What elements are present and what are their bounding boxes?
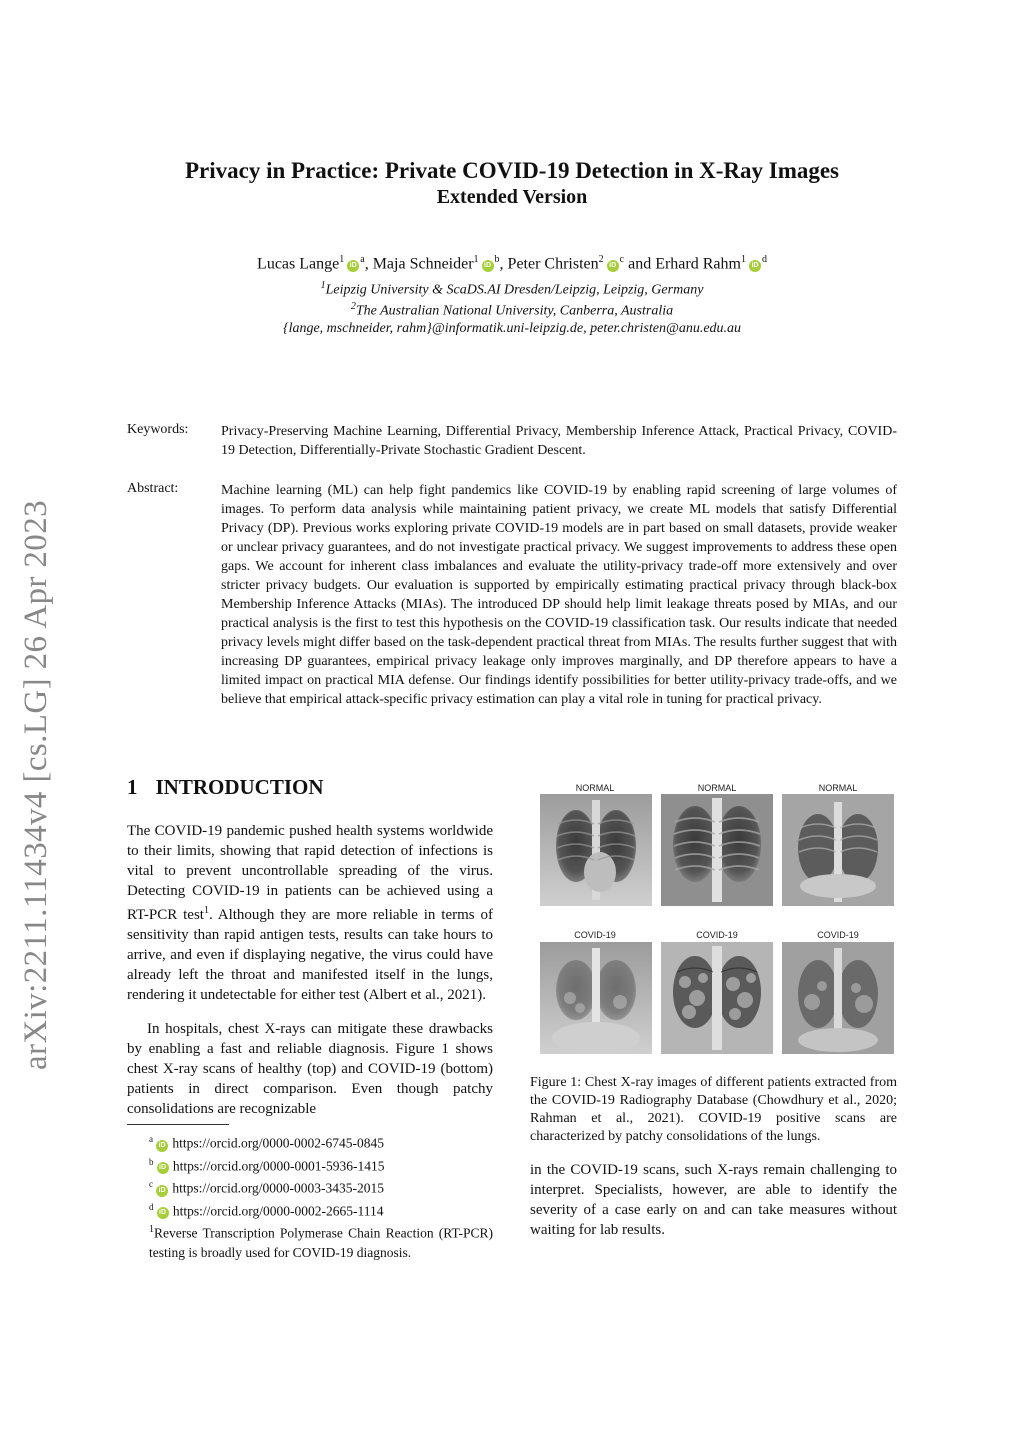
footnotes — [127, 1130, 493, 1262]
orcid-icon[interactable]: iD — [749, 260, 761, 272]
orcid-icon: iD — [156, 1185, 168, 1197]
xray-label-normal: NORMAL — [697, 783, 737, 793]
xray-image-covid — [540, 942, 652, 1054]
orcid-footnote — [127, 1130, 493, 1153]
author-separator: and — [624, 255, 656, 273]
author-name: Erhard Rahm — [655, 255, 741, 273]
figure-xray-grid — [537, 780, 901, 1060]
orcid-link[interactable]: https://orcid.org/0000-0002-2665-1114 — [172, 1203, 384, 1218]
author-separator: , — [499, 255, 508, 273]
intro-paragraph-2: In hospitals, chest X-rays can mitigate these drawbacks by enabling a fast and reliable diagnosis. Figure 1 shows chest X-ray scans of healthy (top) and COVID-19 (bottom) patients in direct comparison. Even though patchy consolidations are recognizable — [127, 1021, 493, 1117]
orcid-marker: b — [494, 254, 500, 265]
xray-image-covid — [782, 942, 894, 1054]
footnote-mark: c — [149, 1179, 153, 1189]
orcid-icon: iD — [157, 1207, 169, 1219]
section-title: INTRODUCTION — [155, 775, 324, 799]
orcid-marker: a — [360, 254, 365, 265]
affiliation-number: 2 — [350, 301, 356, 312]
orcid-icon[interactable]: iD — [347, 260, 359, 272]
orcid-footnote — [127, 1198, 493, 1221]
orcid-footnote — [127, 1153, 493, 1176]
orcid-icon: iD — [156, 1140, 168, 1152]
paper-title: Privacy in Practice: Private COVID-19 Detection in X-Ray Images — [184, 158, 840, 183]
footnote-mark: a — [149, 1134, 153, 1144]
xray-image-normal — [661, 794, 773, 906]
affiliation-text: The Australian National University, Canberra, Australia — [355, 303, 674, 319]
paragraph-text: . Although they are more reliable in terms of sensitivity than rapid antigen tests, results can take hours to arrive, and even if displaying negative, the virus could have already left the throat and manifested itself in the lungs, rendering it undetectable for either test (Albert et al., 2021). — [127, 907, 493, 1003]
xray-label-covid: COVID-19 — [817, 930, 859, 940]
orcid-marker: c — [619, 254, 625, 265]
footnote-mark: b — [149, 1156, 154, 1167]
abstract-text: Machine learning (ML) can help fight pandemics like COVID-19 by enabling rapid screening of large volumes of images. To perform data analysis while maintaining patient privacy, we create ML models that satisfy Differential Privacy (DP). Previous works exploring private COVID-19 models are in part based on small datasets, provide weaker or unclear privacy guarantees, and do not investigate practical privacy. We suggest improvements to address these open gaps. We account for inherent class imbalances and evaluate the utility-privacy trade-off more extensively and over stricter privacy budgets. Our evaluation is supported by empirically estimating practical privacy through black-box Membership Inference Attacks (MIAs). The introduced DP should help limit leakage threats posed by MIAs, and our practical analysis is the first to test this hypothesis on the COVID-19 classification task. Our results indicate that needed privacy levels might differ based on the task-dependent practical threat from MIAs. The results further suggest that with increasing DP guarantees, empirical privacy leakage only improves marginally, and DP therefore appears to have a limited impact on practical MIA defense. Our findings identify possibilities for better utility-privacy trade-offs, and we believe that empirical attack-specific privacy estimation can play a vital role in tuning for practical privacy. — [221, 483, 897, 707]
keywords-label: Keywords: — [127, 422, 189, 437]
keywords-text: Privacy-Preserving Machine Learning, Differential Privacy, Membership Inference Attack, Practical Privacy, COVID-19 Detection, Differentially-Private Stochastic Gradient Descent. — [221, 424, 897, 458]
orcid-link[interactable]: https://orcid.org/0000-0001-5936-1415 — [172, 1158, 385, 1173]
orcid-link[interactable]: https://orcid.org/0000-0002-6745-0845 — [172, 1135, 384, 1151]
footnote-marker[interactable]: 1 — [203, 905, 209, 916]
footnote-mark: 1 — [149, 1224, 154, 1235]
affiliation-marker: 1 — [473, 254, 479, 265]
xray-label-normal: NORMAL — [818, 783, 858, 793]
intro-paragraph-1 — [127, 821, 493, 1005]
author-list — [0, 254, 1024, 273]
author-name: Peter Christen — [507, 255, 599, 273]
xray-image-normal — [540, 794, 652, 906]
orcid-icon[interactable]: iD — [607, 260, 619, 272]
xray-label-covid: COVID-19 — [574, 930, 616, 940]
xray-image-covid — [661, 942, 773, 1054]
footnote-divider — [127, 1124, 229, 1125]
affiliation-line — [0, 280, 1024, 299]
affiliation-marker: 1 — [740, 254, 746, 265]
abstract-label: Abstract: — [127, 481, 179, 496]
paragraph-text: The COVID-19 pandemic pushed health systems worldwide to their limits, showing that rapid detection of infections is vital to prevent uncontrollable spreading of the virus. Detecting COVID-19 in patients can be achieved using a RT-PCR test — [127, 823, 493, 923]
figure-caption: Figure 1: Chest X-ray images of different patients extracted from the COVID-19 Radiography Database (Chowdhury et al., 2020; Rahman et al., 2021). COVID-19 positive scans are characterized by patchy consolidations of the lungs. — [530, 1075, 897, 1144]
footnote-text: Reverse Transcription Polymerase Chain Reaction (RT-PCR) testing is broadly used for COVID-19 diagnosis. — [149, 1225, 493, 1260]
author-name: Lucas Lange — [257, 255, 340, 273]
orcid-icon[interactable]: iD — [482, 260, 494, 272]
arxiv-identifier: arXiv:2211.11434v4 [cs.LG] 26 Apr 2023 — [18, 499, 54, 1070]
paper-subtitle: Extended Version — [436, 186, 588, 208]
footnote-rtpcr — [127, 1220, 493, 1262]
author-separator: , — [364, 255, 373, 273]
section-heading — [127, 775, 324, 800]
orcid-marker: d — [761, 254, 767, 265]
orcid-link[interactable]: https://orcid.org/0000-0003-3435-2015 — [172, 1180, 384, 1196]
xray-label-normal: NORMAL — [575, 783, 615, 793]
affiliation-marker: 1 — [339, 254, 345, 265]
author-emails: {lange, mschneider, rahm}@informatik.uni-leipzig.de, peter.christen@anu.edu.au — [282, 321, 742, 336]
intro-paragraph-continued: in the COVID-19 scans, such X-rays remain challenging to interpret. Specialists, however, are able to identify the severity of a case early on and can take measures without waiting for lab results. — [530, 1162, 897, 1238]
xray-image-normal — [782, 794, 894, 906]
orcid-footnote — [127, 1175, 493, 1198]
affiliation-marker: 2 — [598, 254, 604, 265]
footnote-mark: d — [149, 1201, 154, 1212]
affiliation-text: Leipzig University & ScaDS.AI Dresden/Leipzig, Leipzig, Germany — [325, 282, 704, 298]
affiliation-line — [0, 301, 1024, 320]
xray-label-covid: COVID-19 — [696, 930, 738, 940]
section-number: 1 — [127, 775, 138, 799]
author-name: Maja Schneider — [372, 255, 474, 273]
affiliation-number: 1 — [320, 280, 326, 291]
orcid-icon: iD — [157, 1162, 169, 1174]
